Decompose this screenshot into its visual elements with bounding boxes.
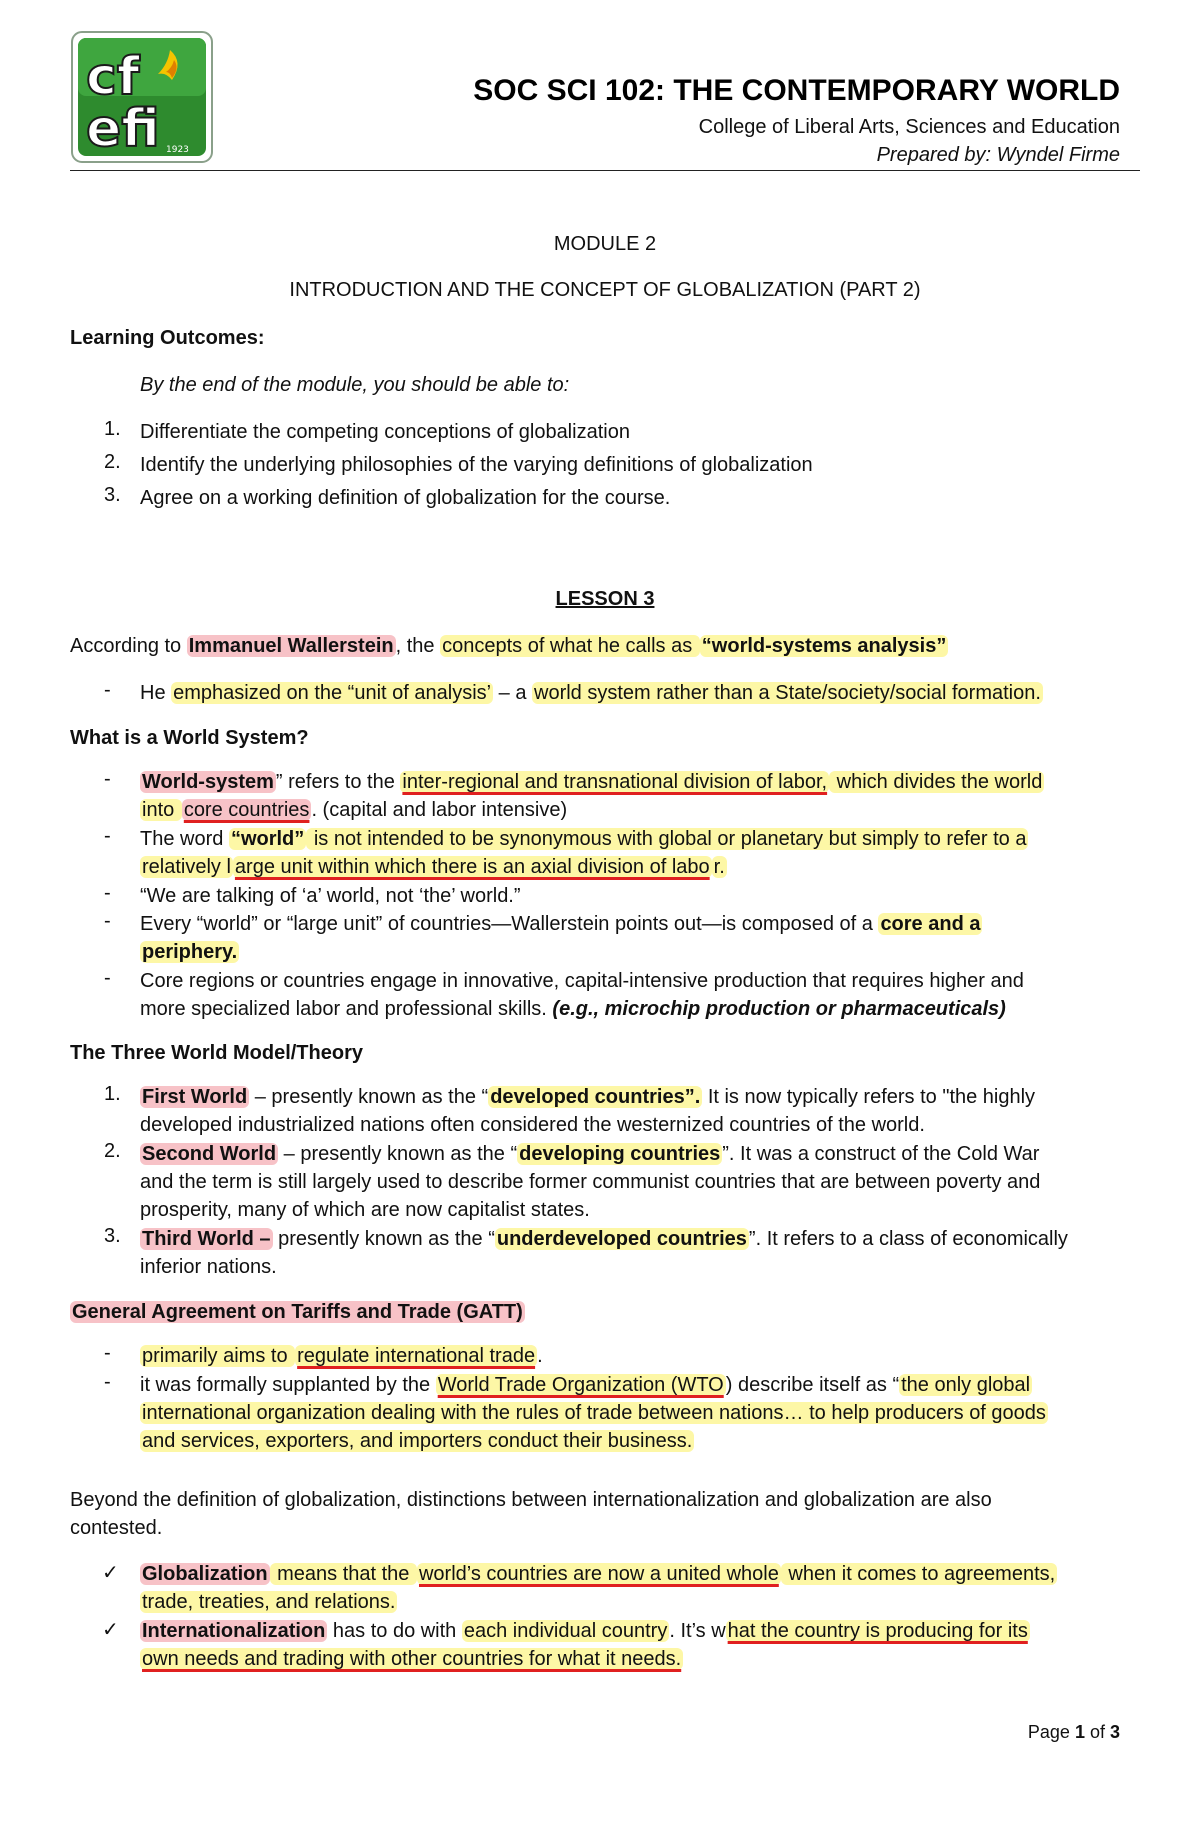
svg-text:cf: cf [86,47,140,107]
gatt-heading: General Agreement on Tariffs and Trade (GATT) [72,1301,523,1323]
module-label: MODULE 2 [553,233,657,255]
module-title: INTRODUCTION AND THE CONCEPT OF GLOBALIZATION (PART 2) [289,279,921,301]
lesson-title: LESSON 3 [555,588,655,610]
logo-icon [70,30,214,164]
page-number: Page 1 of 3 [1027,1722,1120,1742]
svg-text:efi: efi [86,99,160,159]
outcomes-heading: Learning Outcomes: [70,327,265,349]
wallerstein-paragraph: According to Immanuel Wallerstein , the concepts of what he calls as “world-systems analysis” [70,635,947,657]
prepared-by: Prepared by: Wyndel Firme [876,144,1120,166]
college-name: College of Liberal Arts, Sciences and Education [698,116,1120,138]
outcomes-intro: By the end of the module, you should be able to: [140,374,570,396]
svg-text:1923: 1923 [166,145,189,155]
college-logo [70,30,214,164]
world-system-heading: What is a World System? [70,727,309,749]
course-title: SOC SCI 102: THE CONTEMPORARY WORLD [473,74,1120,107]
three-world-heading: The Three World Model/Theory [70,1042,363,1064]
checkmark-icon: ✓ [102,1617,119,1641]
document-page: cf efi 1923 SOC SCI 102: THE CONTEMPORARY WORLD College of Liberal Arts, Sciences and Education Prepared by: Wyndel Firme MODULE 2 INTRODUCTION AND THE CONCEPT OF GLOBALIZATION (PART 2) Learning Outcomes: By the end of the module, you should be able to: 1. Differentiate the competing conceptions of globalization 2. Identify the underlying philosophies of the varying definitions of globalization 3. Agree on a working definition of globalization for the course. LESSON 3 According to Immanuel Wallerstein , the concepts of what he calls as “world-systems analysis” - He emphasized on the “unit of analysis’ – a world system rather than a State/society/social formation. What is a World System? - World-system ” refers to the inter-regional and transnational division of labor, which divides the world into core countries . (capital and labor intensive) - The word “world” is not intended to be synonymous with global or planetary but simply to refer to a relatively l arge unit within which there is an axial division of labo r. - “We are talking of ‘a’ world, not ‘the’ world.” - Every “world” or “large unit” of countries—Wallerstein points out—is composed of a core and a periphery. - Core regions or countries engage in innovative, capital-intensive production that requires higher and more specialized labor and professional skills. (e.g., microchip production or pharmaceuticals) The Three World Model/Theory 1. First World – presently known as the “ developed countries”. It is now typically refers to "the highly developed industrialized nations often considered the westernized countries of the world. 2. Second World – presently known as the “ developing countries ”. It was a construct of the Cold War and the term is still largely used to describe former communist countries that are between poverty and prosperity, many of which are now capitalist states. 3. Third World – presently known as the “ underdeveloped countries ”. It refers to a class of economically inferior nations. General Agreement on Tariffs and Trade (GATT) - primarily aims to regulate international trade . - it was formally supplanted by the World Trade Organization (WTO ) describe itself as “ the only global international organization dealing with the rules of trade between nations… to help producers of goods and services, exporters, and importers conduct their business. Beyond the definition of globalization, distinctions between internationalization and globalization are also contested. ✓ Globalization means that the world’s countries are now a united whole when it comes to agreements, trade, treaties, and relations. ✓ Internationalization has to do with each individual country . It’s w hat the country is producing for its own needs and trading with other countries for what it needs. Page 1 of 3 [0,0,1200,1835]
header-divider [70,170,1140,171]
checkmark-icon: ✓ [102,1560,119,1584]
